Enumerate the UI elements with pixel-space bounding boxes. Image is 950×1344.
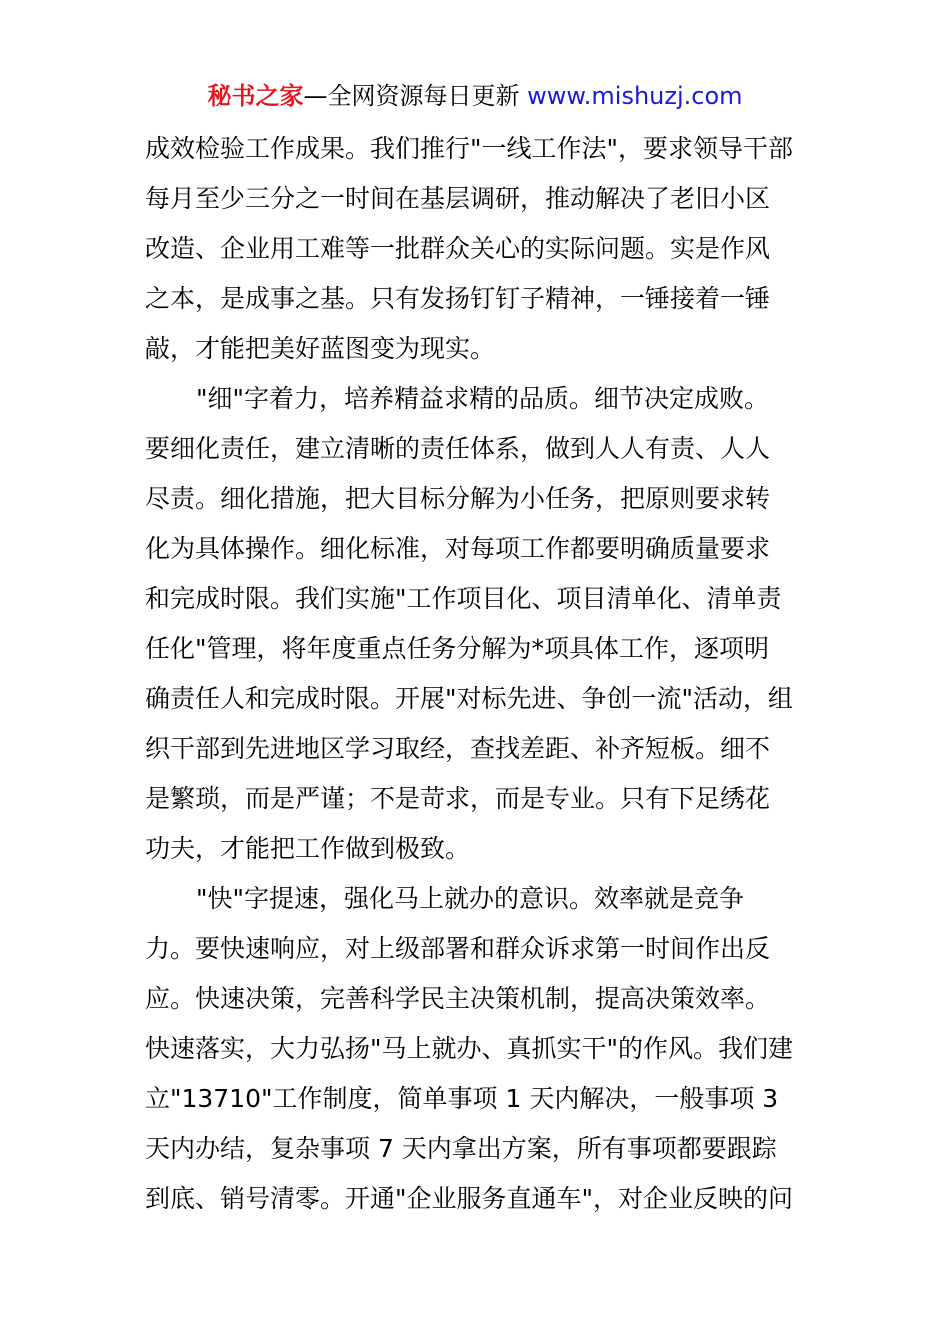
text-line: 之本，是成事之基。只有发扬钉钉子精神，一锤接着一锤 (145, 284, 771, 313)
site-brand: 秘书之家 (207, 82, 304, 110)
paragraph-heading-line: "细"字着力，培养精益求精的品质。细节决定成败。 (196, 384, 770, 413)
text-line: 和完成时限。我们实施"工作项目化、项目清单化、清单责 (145, 584, 782, 613)
text-line: 敲，才能把美好蓝图变为现实。 (145, 334, 496, 363)
text-line: 改造、企业用工难等一批群众关心的实际问题。实是作风 (145, 234, 771, 263)
document-body (145, 124, 815, 1224)
text-line: 织干部到先进地区学习取经，查找差距、补齐短板。细不 (145, 734, 771, 763)
text-line: 功夫，才能把工作做到极致。 (145, 834, 471, 863)
paragraph-heading-line: "快"字提速，强化马上就办的意识。效率就是竞争 (196, 884, 744, 913)
text-line: 到底、销号清零。开通"企业服务直通车"，对企业反映的问 (145, 1184, 794, 1213)
site-tagline: —全网资源每日更新 (303, 82, 528, 110)
text-line: 应。快速决策，完善科学民主决策机制，提高决策效率。 (145, 984, 771, 1013)
text-line: 是繁琐，而是严谨；不是苛求，而是专业。只有下足绣花 (145, 784, 771, 813)
text-line: 尽责。细化措施，把大目标分解为小任务，把原则要求转 (145, 484, 771, 513)
text-line: 力。要快速响应，对上级部署和群众诉求第一时间作出反 (145, 934, 771, 963)
text-line: 天内办结，复杂事项 7 天内拿出方案，所有事项都要跟踪 (145, 1134, 777, 1163)
site-url-link[interactable]: www.mishuzj.com (527, 82, 743, 110)
site-header (0, 80, 950, 112)
text-line: 快速落实，大力弘扬"马上就办、真抓实干"的作风。我们建 (145, 1034, 794, 1063)
text-line: 立"13710"工作制度，简单事项 1 天内解决，一般事项 3 (145, 1084, 779, 1113)
text-line: 成效检验工作成果。我们推行"一线工作法"，要求领导干部 (145, 134, 794, 163)
text-line: 确责任人和完成时限。开展"对标先进、争创一流"活动，组 (145, 684, 794, 713)
text-line: 每月至少三分之一时间在基层调研，推动解决了老旧小区 (145, 184, 771, 213)
text-line: 任化"管理，将年度重点任务分解为*项具体工作，逐项明 (145, 634, 770, 663)
text-line: 化为具体操作。细化标准，对每项工作都要明确质量要求 (145, 534, 771, 563)
text-line: 要细化责任，建立清晰的责任体系，做到人人有责、人人 (145, 434, 771, 463)
